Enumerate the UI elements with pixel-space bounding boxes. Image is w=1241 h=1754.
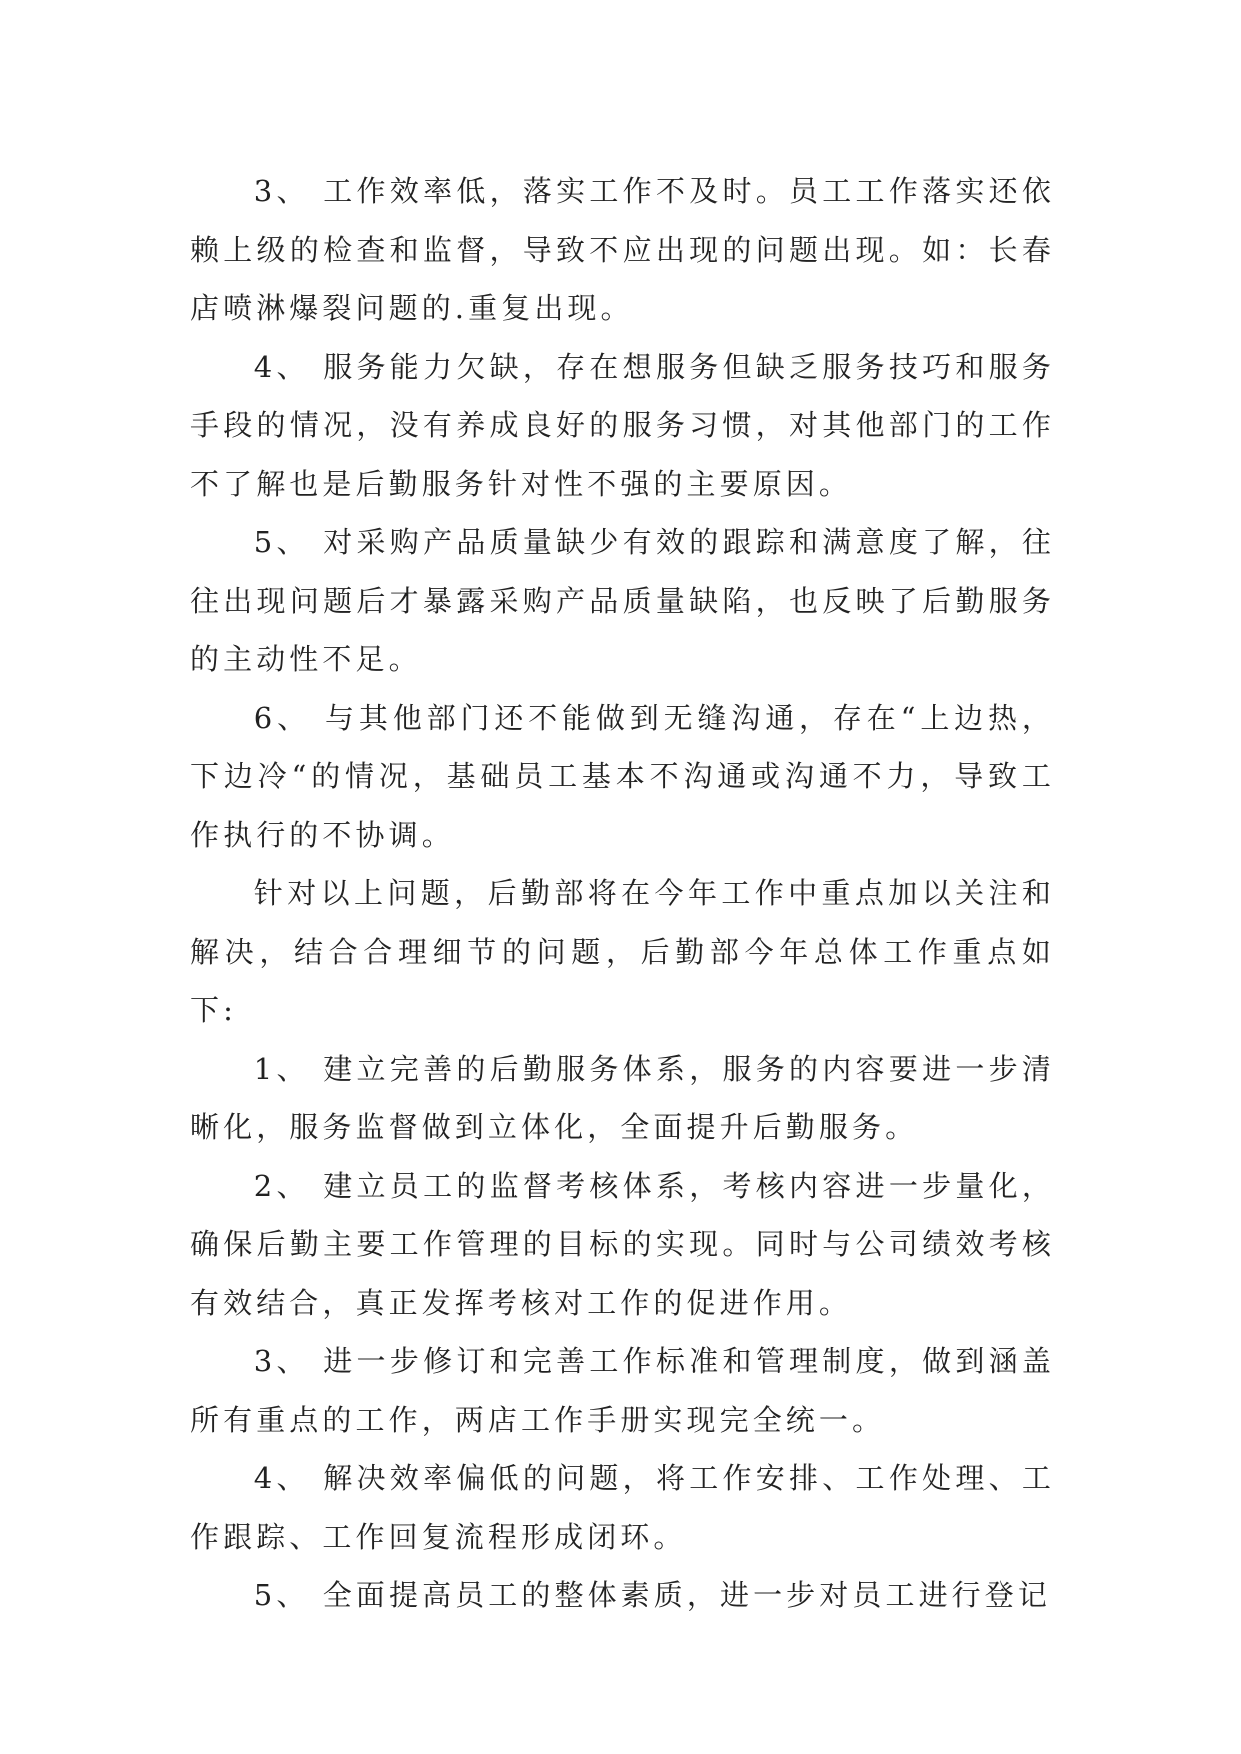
- paragraph-summary: 针对以上问题，后勤部将在今年工作中重点加以关注和解决，结合合理细节的问题，后勤部今年总体工作重点如下:: [190, 876, 1055, 1027]
- paragraph-plan-5: 5、 全面提高员工的整体素质，进一步对员工进行登记: [253, 1578, 1051, 1612]
- paragraph-issue-4: 4、 服务能力欠缺，存在想服务但缺乏服务技巧和服务手段的情况，没有养成良好的服务习惯，对其他部门的工作不了解也是后勤服务针对性不强的主要原因。: [190, 349, 1055, 501]
- paragraph-issue-3: 3、 工作效率低，落实工作不及时。员工工作落实还依赖上级的检查和监督，导致不应出现的问题出现。如：长春店喷淋爆裂问题的.重复出现。: [190, 174, 1055, 325]
- paragraph-plan-3: 3、 进一步修订和完善工作标准和管理制度，做到涵盖所有重点的工作，两店工作手册实现完全统一。: [190, 1344, 1055, 1437]
- paragraph-plan-4: 4、 解决效率偏低的问题，将工作安排、工作处理、工作跟踪、工作回复流程形成闭环。: [190, 1461, 1055, 1554]
- paragraph-plan-2: 2、 建立员工的监督考核体系，考核内容进一步量化，确保后勤主要工作管理的目标的实现。同时与公司绩效考核有效结合，真正发挥考核对工作的促进作用。: [190, 1168, 1055, 1320]
- paragraph-issue-6: 6、 与其他部门还不能做到无缝沟通，存在“上边热，下边冷“的情况，基础员工基本不沟通或沟通不力，导致工作执行的不协调。: [190, 700, 1055, 852]
- paragraph-issue-5: 5、 对采购产品质量缺少有效的跟踪和满意度了解，往往出现问题后才暴露采购产品质量缺陷，也反映了后勤服务的主动性不足。: [190, 525, 1055, 676]
- document-body: [190, 162, 1055, 1625]
- paragraph-plan-1: 1、 建立完善的后勤服务体系，服务的内容要进一步清晰化，服务监督做到立体化，全面提升后勤服务。: [190, 1051, 1055, 1144]
